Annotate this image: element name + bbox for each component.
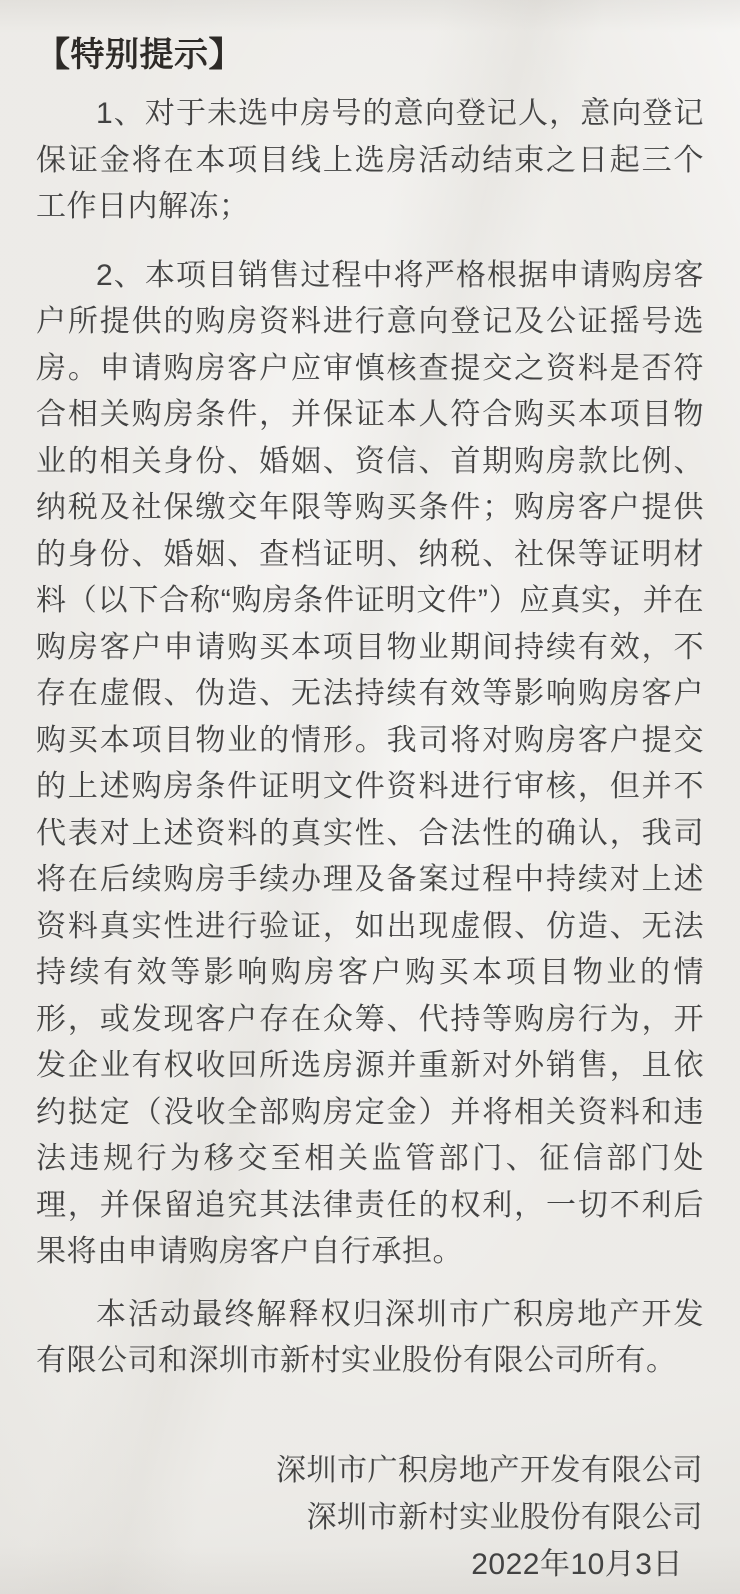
notice-paragraph-2: 2、本项目销售过程中将严格根据申请购房客户所提供的购房资料进行意向登记及公证摇号选房。申请购房客户应审慎核查提交之资料是否符合相关购房条件，并保证本人符合购买本项目物业的相关身份、婚姻、资信、首期购房款比例、纳税及社保缴交年限等购买条件；购房客户提供的身份、婚姻、查档证明、纳税、社保等证明材料（以下合称“购房条件证明文件”）应真实，并在购房客户申请购买本项目物业期间持续有效，不存在虚假、伪造、无法持续有效等影响购房客户购买本项目物业的情形。我司将对购房客户提交的上述购房条件证明文件资料进行审核，但并不代表对上述资料的真实性、合法性的确认，我司将在后续购房手续办理及备案过程中持续对上述资料真实性进行验证，如出现虚假、仿造、无法持续有效等影响购房客户购买本项目物业的情形，或发现客户存在众筹、代持等购房行为，开发企业有权收回所选房源并重新对外销售，且依约挞定（没收全部购房定金）并将相关资料和违法违规行为移交至相关监管部门、征信部门处理，并保留追究其法律责任的权利，一切不利后果将由申请购房客户自行承担。 [36, 258, 704, 1268]
signature-date: 2022年10月3日 [471, 1547, 683, 1581]
notice-paragraph-3: 本活动最终解释权归深圳市广积房地产开发有限公司和深圳市新村实业股份有限公司所有。 [36, 1297, 704, 1377]
special-notice-heading: 【特别提示】 [36, 36, 243, 74]
signature-block [36, 1447, 704, 1588]
signature-company-1: 深圳市广积房地产开发有限公司 [276, 1453, 703, 1487]
notice-paragraph-1: 1、对于未选中房号的意向登记人，意向登记保证金将在本项目线上选房活动结束之日起三个工作日内解冻； [36, 97, 704, 223]
signature-company-2: 深圳市新村实业股份有限公司 [306, 1500, 703, 1534]
